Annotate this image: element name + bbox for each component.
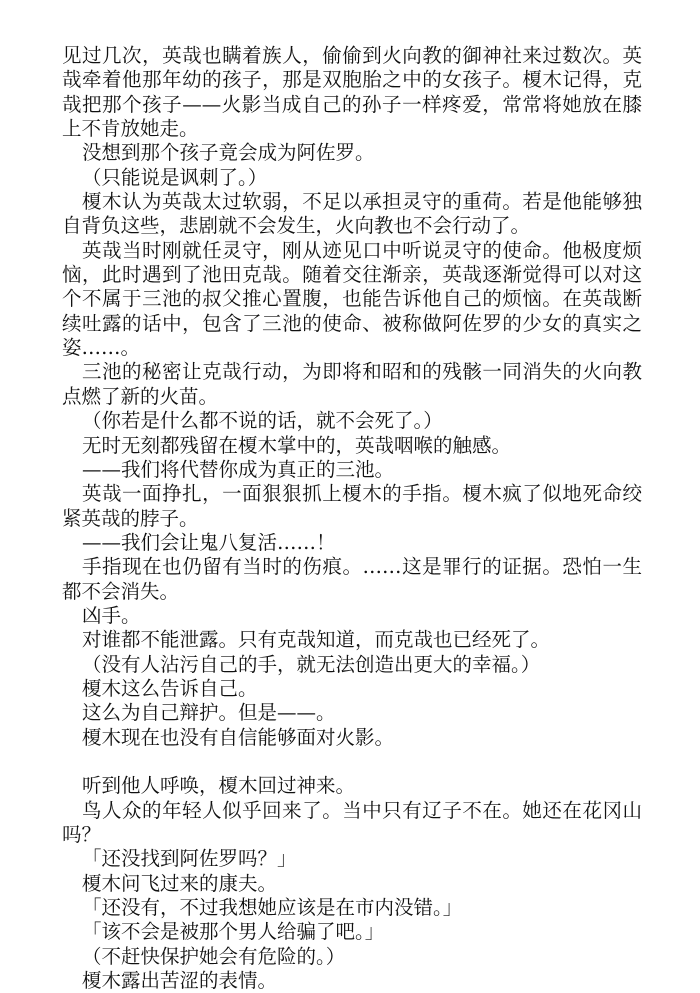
paragraph: 英哉一面挣扎，一面狠狠抓上榎木的手指。榎木疯了似地死命绞紧英哉的脖子。 xyxy=(62,482,642,530)
paragraph: 英哉当时刚就任灵守，刚从迹见口中听说灵守的使命。他极度烦恼，此时遇到了池田克哉。随着交往渐亲，英哉逐渐觉得可以对这个不属于三池的叔父推心置腹，也能告诉他自己的烦恼。在英哉断续吐露的话中，包含了三池的使命、被称做阿佐罗的少女的真实之姿……。 xyxy=(62,238,642,360)
paragraph: 三池的秘密让克哉行动，为即将和昭和的残骸一同消失的火向教点燃了新的火苗。 xyxy=(62,360,642,408)
paragraph: ——我们会让鬼八复活……！ xyxy=(82,530,336,554)
paragraph: 对谁都不能泄露。只有克哉知道，而克哉也已经死了。 xyxy=(82,628,551,652)
paragraph: ——我们将代替你成为真正的三池。 xyxy=(82,457,395,481)
paragraph: 听到他人呼唤，榎木回过神来。 xyxy=(82,774,356,798)
paragraph: 榎木现在也没有自信能够面对火影。 xyxy=(82,725,395,749)
paragraph: （只能说是讽刺了。） xyxy=(82,165,268,189)
paragraph: 「还没有，不过我想她应该是在市内没错。」 xyxy=(82,896,463,920)
document-page xyxy=(62,44,642,993)
paragraph: 手指现在也仍留有当时的伤痕。……这是罪行的证据。恐怕一生都不会消失。 xyxy=(62,555,642,603)
paragraph: 这么为自己辩护。但是——。 xyxy=(82,701,336,725)
paragraph: 榎木露出苦涩的表情。 xyxy=(82,969,278,993)
paragraph: 无时无刻都残留在榎木掌中的，英哉咽喉的触感。 xyxy=(82,433,512,457)
paragraph: 「还没找到阿佐罗吗？」 xyxy=(82,847,297,871)
paragraph: 榎木问飞过来的康夫。 xyxy=(82,871,278,895)
paragraph: 榎木这么告诉自己。 xyxy=(82,676,258,700)
paragraph: 没想到那个孩子竟会成为阿佐罗。 xyxy=(82,141,375,165)
paragraph: （你若是什么都不说的话，就不会死了。） xyxy=(82,409,443,433)
section-break xyxy=(62,750,642,774)
paragraph: 凶手。 xyxy=(82,603,141,627)
paragraph: （不赶快保护她会有危险的。） xyxy=(82,944,346,968)
paragraph: （没有人沾污自己的手，就无法创造出更大的幸福。） xyxy=(82,652,541,676)
paragraph: 「该不会是被那个男人给骗了吧。」 xyxy=(82,920,385,944)
paragraph: 榎木认为英哉太过软弱，不足以承担灵守的重荷。若是他能够独自背负这些，悲剧就不会发生，火向教也不会行动了。 xyxy=(62,190,642,238)
paragraph: 鸟人众的年轻人似乎回来了。当中只有辽子不在。她还在花冈山吗？ xyxy=(62,798,642,846)
paragraph: 见过几次，英哉也瞒着族人，偷偷到火向教的御神社来过数次。英哉牵着他那年幼的孩子，那是双胞胎之中的女孩子。榎木记得，克哉把那个孩子——火影当成自己的孙子一样疼爱，常常将她放在膝上不肯放她走。 xyxy=(62,44,642,141)
